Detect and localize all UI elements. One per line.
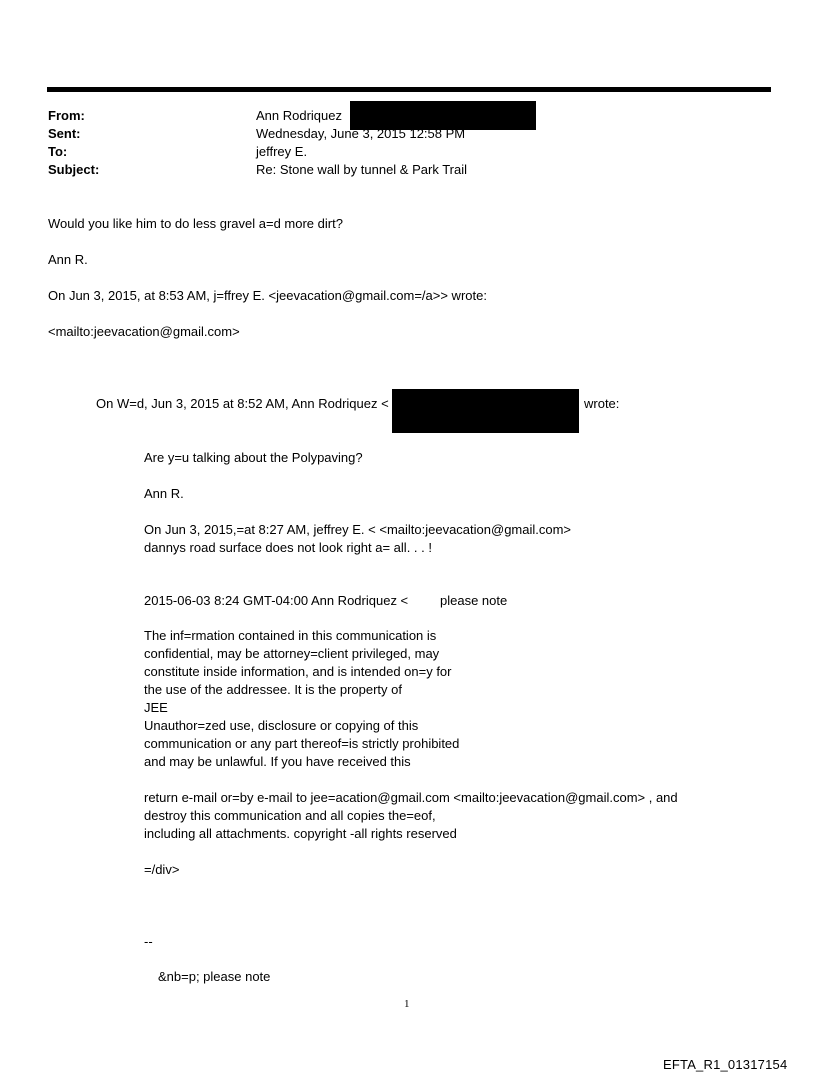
quote1-header: On Jun 3, 2015, at 8:53 AM, j=ffrey E. <jeevacation@gmail.com=/a>> wrote:	[48, 288, 487, 303]
return-line-3: including all attachments. copyright -all rights reserved	[144, 826, 457, 841]
disclaimer-line-5: JEE	[144, 700, 168, 715]
dashes: --	[144, 934, 153, 949]
return-line-2: destroy this communication and all copies the=eof,	[144, 808, 436, 823]
sent-label: Sent:	[48, 126, 81, 141]
quote2-wrote: wrote:	[584, 396, 620, 411]
nbsp-note: &nb=p; please note	[158, 969, 271, 984]
quote1-mailto: <mailto:jeevacation@gmail.com>	[48, 324, 240, 339]
q2-on-line-2: dannys road surface does not look right a= all. . . !	[144, 540, 432, 555]
body-line-1: Would you like him to do less gravel a=d more dirt?	[48, 216, 343, 231]
q2-please-note: please note	[440, 593, 508, 608]
to-value: jeffrey E.	[256, 144, 308, 159]
q2-date-line: 2015-06-03 8:24 GMT-04:00 Ann Rodriquez <	[144, 593, 409, 608]
disclaimer-line-7: communication or any part thereof=is strictly prohibited	[144, 736, 460, 751]
page-number: 1	[404, 998, 410, 1010]
q2-signature: Ann R.	[144, 486, 184, 501]
div-close: =/div>	[144, 862, 180, 877]
disclaimer-line-4: the use of the addressee. It is the property of	[144, 682, 402, 697]
bates-number: EFTA_R1_01317154	[663, 1057, 788, 1072]
to-label: To:	[48, 144, 68, 159]
disclaimer-line-3: constitute inside information, and is intended on=y for	[144, 664, 452, 679]
from-label: From:	[48, 108, 85, 123]
disclaimer-line-6: Unauthor=zed use, disclosure or copying of this	[144, 718, 419, 733]
redaction-box-email	[392, 389, 579, 433]
disclaimer-line-2: confidential, may be attorney=client privileged, may	[144, 646, 440, 661]
sent-value: Wednesday, June 3, 2015 12:58 PM	[256, 126, 466, 141]
disclaimer-line-8: and may be unlawful. If you have received this	[144, 754, 411, 769]
subject-value: Re: Stone wall by tunnel & Park Trail	[256, 162, 467, 177]
disclaimer-line-1: The inf=rmation contained in this communication is	[144, 628, 437, 643]
from-value: Ann Rodriquez	[256, 108, 342, 123]
quote2-header: On W=d, Jun 3, 2015 at 8:52 AM, Ann Rodriquez <	[96, 396, 389, 411]
signature-1: Ann R.	[48, 252, 88, 267]
q2-line-1: Are y=u talking about the Polypaving?	[144, 450, 363, 465]
q2-on-line-1: On Jun 3, 2015,=at 8:27 AM, jeffrey E. < <mailto:jeevacation@gmail.com>	[144, 522, 572, 537]
top-rule	[47, 87, 771, 92]
subject-label: Subject:	[48, 162, 100, 177]
return-line-1: return e-mail or=by e-mail to jee=acation@gmail.com <mailto:jeevacation@gmail.com> , and	[144, 790, 678, 805]
